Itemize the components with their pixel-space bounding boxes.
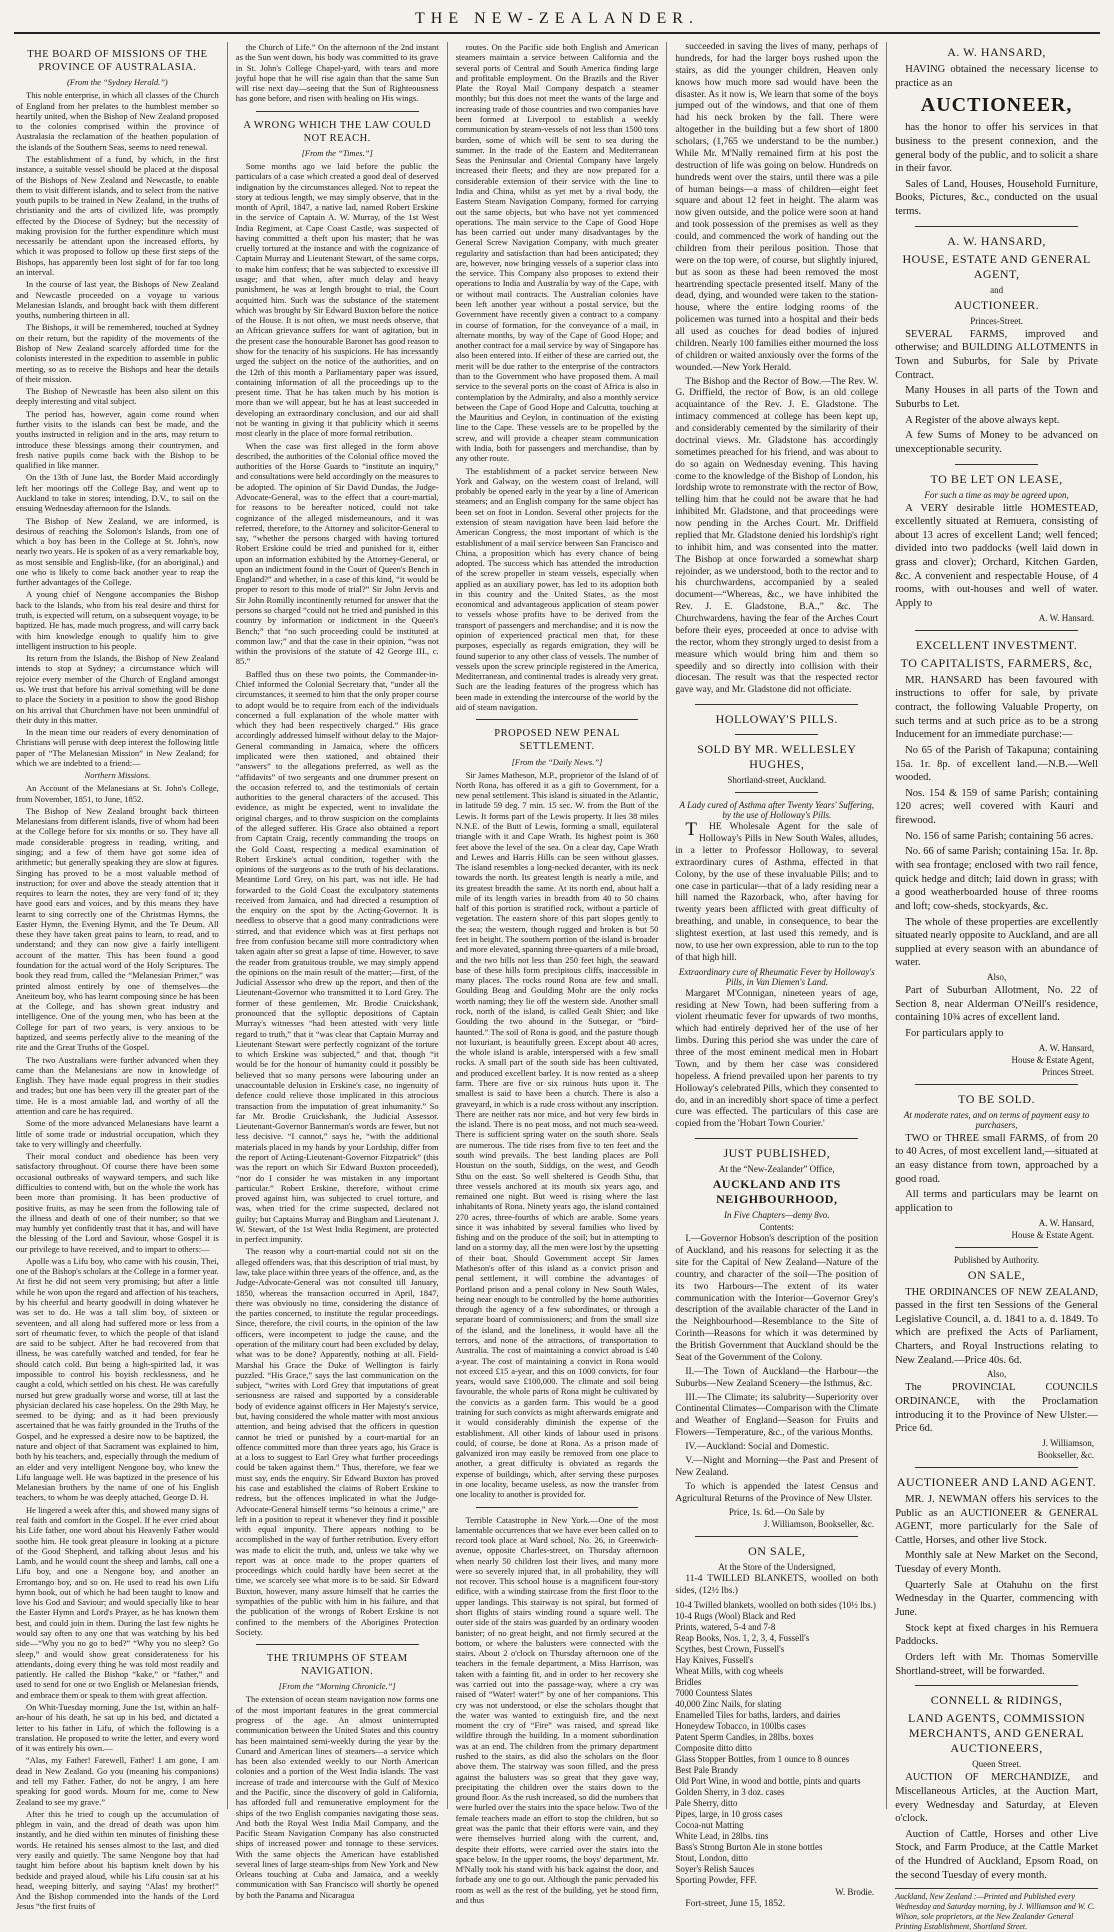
body-paragraph: Terrible Catastrophe in New York.—One of the most lamentable occurrences that we have ever been called on to record took place at Ward school, No. 26, in Greenwich-avenue, opposite Charles-street, on Thursday afternoon when nearly 50 children lost their lives, and many more were so severely injured that, in all probability, they will not recover. This school house is a magnificent four-story edifice, with a winding staircase from the first floor to the upper landings. This stairway is not spiral, but formed of short flights of stairs winding round a square well. The outer side of the stairs was guarded by an ordinary wooden banister; of no great height, and not firmly secured at the bottom, or where the balusters were connected with the stairs. About 2 o'clock on Thursday afternoon one of the teachers in the female department, a Miss Harrison, was taken with a fainting fit, and in order to her recovery she was carried out into the passage-way, where a cry was raised of “Water! water!” by one of her companions. This cry was not understood, or else the scholars thought that the water was wanted to extinguish fire, and the next moment the cry of “Fire” was raised, and spread like wildfire through the building. In a moment subordination was at an end. The children from the primary department rushed to the stairs, as did also the scholars on the floor above them. The stairway was soon filled, and the press against the balusters was so great that they gave way, precipitating the children over the stairs down to the ground floor. As the rush increased, so did the numbers that were hurled over the stairs into the space below. Two of the female teachers made an effort to stop the children, but so great was the panic that their efforts were vain, and they were themselves hurried along with the current, and, despite their efforts, were carried over the stairs into the space below. In the upper rooms, the boys' department, Mr. M'Nally took his stand with his back against the door, and forbade any one to go out. Although the panic pervaded his room as well as the rest of the building, yet he stood firm, and thus xyxy=(455,1514,659,1905)
list-item: Glass Stopper Bottles, from 1 ounce to 8 ounces xyxy=(675,1754,850,1765)
printer-imprint: Auckland, New Zealand :—Printed and Published every Wednesday and Saturday morning, by J. Williamson and W. C. Wilson, sole proprietors, at the New Zealander General Printing Establishment, Shortland Street. xyxy=(895,1888,1098,1932)
body-paragraph: IV.—Auckland: Social and Domestic. xyxy=(685,1442,830,1452)
list-item: Old Port Wine, in wood and bottle, pints and quarts xyxy=(675,1776,861,1787)
body-paragraph: The period has, however, again come round when further visits to the islands can best be made, and the youths instructed in religion and in the arts, may return to introduce these blessings among their countrymen, and fresh native pupils come back with the Bishop to be qualified in like manner. xyxy=(16,408,219,471)
ad-heading: ON SALE, xyxy=(967,1267,1026,1282)
column-4 xyxy=(666,42,886,1910)
body-paragraph: AUCTION OF MERCHANDIZE, and Miscellaneous Articles, at the Auction Mart, every Wednesday and Saturday, at Eleven o'clock. xyxy=(895,1772,1098,1825)
body-paragraph: To which is appended the latest Census and Agricultural Returns of the Province of New Ulster. xyxy=(675,1481,879,1504)
divider-rule xyxy=(955,1247,1038,1248)
ad-display-heading: AUCTIONEER, xyxy=(920,94,1073,117)
body-paragraph: Fort-street, June 15, 1852. xyxy=(685,1899,786,1910)
list-item: Prints, watered, 5-4 and 7-8 xyxy=(675,1622,776,1633)
divider-rule xyxy=(256,1644,419,1645)
body-paragraph: A young chief of Nengone accompanies the Bishop back to the Islands, who from his real desire and thirst for truth, is expected will return, on a subsequent voyage, to be baptized. He has, made much progress, and will carry back with him knowledge enough to qualify him to give intelligent instruction to his people. xyxy=(16,589,219,651)
body-paragraph: The Bishop of New Zealand, we are informed, is desirous of reaching the Solomon's Islands, from one of which a boy has been in the College at St. John's, now nearly two years. He is spoken of as a very remarkable boy, as most sensible and English-like, (for an aboriginal,) and one who is likely to come back another year to reap the further advantages of the College. xyxy=(16,515,219,588)
body-paragraph: After this he tried to cough up the accumulation of phlegm in vain, and the dread of death was upon him instantly, and he died within ten minutes of finishing these words. He retained his senses almost to the last, and died very easily and quietly. The same Nengone boy that had taught him before about his baptism knelt down by his bedside and prayed aloud, while his Lifu cousin sat at his head, weeping bitterly, and saying “Alas! my brother!” And the Bishop commended into the hands of the Lord Jesus “the first fruits of xyxy=(16,1808,219,1912)
body-paragraph: A Register of the above always kept. xyxy=(905,414,1060,426)
body-paragraph: Stock kept at fixed charges in his Remuera Paddocks. xyxy=(895,1622,1098,1648)
ad-heading: AUCKLAND AND ITS NEIGHBOURHOOD, xyxy=(712,1177,841,1207)
body-paragraph: Sir James Matheson, M.P., proprietor of the Island of of North Rona, has offered it as a gift to Government, for a new penal settlement. This island is situated in the Atlantic, in latitude 59 deg. 7 min. 15 sec. W. from the Butt of the Lewis. It forms part of the Lewis property. It lies 38 miles N.N.E. of the Butt of Lewis, forming a small, equilateral triangle with it and Cape Wrath. Its highest point is 360 feet above the level of the sea. On a clear day, Cape Wrath and Lewes and Harris Hills can be seen without glasses. The island resembles a long-necked decanter, with its neck towards the north. Its greatest length is nearly a mile, and its greatest breadth the same. At its north end, about half a mile of its length varies in breadth from 40 to 50 chains half of this portion is stratified rock, without a particle of vegetation. The eastern shore of this part slopes gently to the sea; the western, though rugged and broken is but 50 feet in height. The southern portion of the island is broader and more elevated, spanning three-quarters of a mile broad, and the two hills not less than 250 feet high, the seaward base of these hills form precipitous cliffs, inaccessible in many places. The rocks round Rona are few and small. Goulding Beag and Goulding Mohr are the only rocks worth naming; they lie off the western side. Another small rock, north of the island, is called Gealt Shier; and like Goulding the two abound in the Sutsegar, or “bird-haunted.” The soil of Rona is good, and the pasture though not luxuriant, is beautifully green. Except about 40 acres, the whole island is arable, interspersed with a few small rocks. A small part of the south side has been cultivated, and produced excellent barley. It is now rented as a sheep farm. There are five or six ruinous huts upon it. The smallest is said to have been a church. There is also a graveyard, in which is a rude cross without any inscription. There are neither rats nor mice, and but very few birds in the island. There is no peat moss, and not much sea-weed. There is sufficient spring water on the south shore. Seals are numerous. The tide rises from five to ten feet and the south wind prevails. The best landing places are Poll Houstun on the south, Siddigs, on the west, and Geodh Sthu on the east. So well sheltered is Geodh Sthu, that three vessels anchored at its mouth six years ago, and remained one night. But weed is rising where the last inhabitants of Rona. Ninety years ago, the island contained 270 acres, three-fourths of which are arable. Some years since it was inhabited by several families who lived by fishing and on the produce of the soil; but in attempting to land on a stormy day, all the men were lost by the upsetting of their boat. Should Government accept Sir James Matheson's offer of this island as a convict prison and penal settlement, it will combine the advantages of Portland prison and a penal colony in New South Wales, being near enough to be controlled by the home authorities through the agency of a few subordinates, or through a separate board of commissioners; and from the small size of the island, and the loneliness, it would have all the terrors, and none of the attractions, of transportation to Australia. The cost of maintaining a convict abroad is £40 a-year. The cost of maintaining a convict in Rona would not exceed £15 a-year, and this on 1000 convicts, for four years, would save £100,000. The climate and soil being favourable, the whole parts of Rona might be cultivated by the convicts as a garden farm. This would be a good training for such convicts as might afterwards emigrate and it would considerably diminish the expense of the establishment. All other kinds of labour used in prisons could, of course, be done at Rona. As a prison made of galvanized iron may easily be removed from one place to another, a great difficulty is obviated as regards the expense of buildings, which, after serving these purposes in one locality, became useless, as now the transfer from one locality to another is provided for. xyxy=(455,769,659,1500)
signature-line: House & Estate Agent. xyxy=(1011,1229,1094,1240)
list-item: Pipes, large, in 10 gross cases xyxy=(675,1809,783,1820)
list-item: Enamelled Tiles for baths, larders, and dairies xyxy=(675,1710,841,1721)
signature-line: A. W. Hansard, xyxy=(1038,1042,1094,1053)
body-paragraph: Sales of Land, Houses, Household Furniture, Books, Pictures, &c., conducted on the usual terms. xyxy=(895,178,1098,218)
body-paragraph: All terms and particulars may be learnt on application to xyxy=(895,1189,1098,1214)
list-item: 10-4 Rugs (Wool) Black and Red xyxy=(675,1611,796,1622)
article-headline: THE BOARD OF MISSIONS OF THE PROVINCE OF AUSTRALASIA. xyxy=(27,49,208,74)
list-item: White Lead, in 28lbs. tins xyxy=(675,1831,769,1842)
body-paragraph: The two Australians were further advanced when they came than the Melanesians are now in knowledge of English. They have made equal progress in their studies and trades; but one has been very ill the greater part of the time. He is a most amiable lad, and worthy of all the attention and care he has required. xyxy=(16,1054,219,1116)
ad-heading: AUCTIONEER. xyxy=(954,297,1040,312)
list-item: Wheat Mills, with cog wheels xyxy=(675,1666,784,1677)
body-paragraph: Many Houses in all parts of the Town and Suburbs to Let. xyxy=(895,385,1098,410)
body-paragraph: The Bishop of New Zealand brought back thirteen Melanesians from different islands, five of whom had been at the College before for six months or so. They have all made considerable progress in reading, writing, and singing; and a few of them have got some idea of arithmetic; but generally speaking they are slow at figures. Singing has proved to be a most valuable method of instruction; for over and above the steady attention that it requires to learn the notes, they are very fond of it; they have good ears and voices, and by this means they have learnt to sing correctly one of the Christmas Hymns, the Easter Hymn, the Evening Hymn, and the Te Deum. All these they have taken great pains to learn, to read, and to understand; and they can now give a fairly intelligent account of the matter. This has been found a good foundation for the actual word of the Holy Scriptures. The book they read from, called the “Melanesian Primer,” was printed almost entirely by one of themselves—the Aneiteum boy, who has learnt composing since he has been at the College, and has shown great industry and intelligence. One of the young men, who has been at the College for part of two years, is very anxious to be baptized, and seems perfectly alive to the meaning of the rite and the Great Truths of the Gospel. xyxy=(16,805,219,1053)
body-paragraph: The PROVINCIAL COUNCILS ORDINANCE, with the Proclamation introducing it to the Province of New Ulster.—Price 6d. xyxy=(895,1382,1098,1435)
divider-rule xyxy=(695,704,858,705)
list-item: Golden Sherry, in 3 doz. cases xyxy=(675,1787,785,1798)
body-paragraph: The establishment of a fund, by which, in the first instance, a suitable vessel should be placed at the disposal of the Bishops of New Zealand and Newcastle, to enable them to visit different islands, and to select from the native youth pupils to be trained in New Zealand, in the truths of christianity and the arts of civilized life, was promptly effected by the Diocese of Sydney; but the necessity of making provision for the further expenditure which must necessarily be attendant upon the increased efforts, by which it was proposed to follow up these first steps of the Bishops, has apparently been lost sight of for far too long an interval. xyxy=(16,153,219,278)
body-paragraph: This noble enterprise, in which all classes of the Church of England from her prelates to the humblest member so heartily united, when the Bishop of New Zealand proposed to the colonies comprised within the province of Australasia the reclamation of the heathen population of the islands of the Southern Seas, seems to need renewal. xyxy=(16,90,219,152)
divider-rule xyxy=(695,1536,858,1537)
body-paragraph: Orders left with Mr. Thomas Somerville Shortland-street, will be forwarded. xyxy=(895,1651,1098,1677)
body-paragraph: Baffled thus on these two points, the Commander-in-Chief informed the Colonial Secretary that, “under all the circumstances, it seemed to him that the only proper course to adopt would be to require from each of the individuals concerned a full explanation of the whole matter with which they had been respectively charged.” His grace accordingly addressed himself without delay to the Major-General commanding in Jamaica, where the officers implicated were then stationed, and obtained their “answers” to the allegations preferred, as well as the “affidavits” of two sergeants and one drummer present on the occasion referred to, and the testimonials of certain authorities to the general characters of the accused. This evidence, as might be expected, went to invalidate the original charges, and to throw suspicion on the complaints of the alleged sufferer. His Grace also obtained a report from Captain Craig, recently commanding the troops on the Gold Coast, respecting a medical examination of Robert Erskine's actual condition, together with the opinions of the surgeons as to the truth of his declarations. Meantime Lord Grey, on his part, was not idle. He had forwarded to the Gold Coast the exculpatory statements received from Jamaica, and had directed a resumption of the enquiry on the spot by the Acting-Governor. It is needless to observe that a good many contradictions were stirred, and that evidence which was at first perhaps not free from confusion became still more contradictory when taken again after so great a lapse of time. However, to save the reader from gratuitous trouble, we may simply append the opinions on the main result of the matter;—first, of the Judicial Assessor who drew up the report, and then of the Lieutenant-Governor who transmitted it to Lord Grey. The former of these gentlemen, Mr. Brodie Cruickshank, pronounced that the sylloptic depositions of Captain Murray's witnesses “had been attested with very little regard to truth,” that it “was clear that Captain Murray and Lieutenant Stewart were perfectly cognizant of the torture to which Erskine was subjected,” and that, though “it would be for the honour of humanity could it possibly be believed that so many persons were labouring under an unaccountable delusion in Erskine's case, no ingenuity of defence could relieve those implicated in this atrocious transaction from the imputation of great inhumanity.” So far Mr. Brodie Cruickshank, the Judicial Assessor. Lieutenant-Governor Bannerman's words are fewer, but not less decisive. “I cannot,” says he, “with the additional materials placed in my hands by your Lordship, differ from the report of Acting-Lieutenant-Governor Fitzpatrick” (this was the report on which Sir Edward Buxton proceeded), “nor do I consider he was mistaken in any important particular.” Robert Erskine, therefore, without crime proved against him, was subjected to cruel torture, and was, when tried for the crime suspected, declared not guilty; but Captains Murray and Bingham and Lieutenant J. W. Stewart, of the 1st West India Regiment, are protected in perfect impunity. xyxy=(235,668,439,1245)
body-paragraph: routes. On the Pacific side both English and American steamers maintain a service between California and the several ports of Central and South America finding large and profitable employment. On the Brazils and the River Plate the Royal Mail Company despatch a steamer monthly; but this does not meet the wants of the large and increasing trade of those countries and two companies have been formed at Liverpool to establish a weekly communication by steam-vessels of not less than 1500 tons burden, some of which will be sent to sea during the summer. In the trade of the Eastern and Mediterranean Seas the Peninsular and Oriental Company have largely increased their fleets; and they are now prepared for a considerable extension of their service with the line to India and China, whilst as yet met by a rival body, the Eastern Steam Navigation Company, formed for carrying out the same objects, but who have not yet commenced operations. The main service to the Cape of Good Hope has been carried out under many disadvantages by the General Screw Navigation Company, with much greater regularity and satisfaction than had been anticipated; they are, however, now bringing vessels of a superior class into the service. This Company also proposes to extend their operations to India and Australia by way of the Cape, with or without mail contracts. The Australian colonies have been left another year without a postal service, but the Government have recently given a contract to a company in course of formation, for the conveyance of a mail, in alternate months, by way of the Cape of Good Hope; and another contract for a mail service by way of Singapore has also been entered into. If either of these are carried out, the merit will be due rather to the enterprise of the contractors than to the Government who have proposed them. A mail service to the several ports on the coast of Africa is also in contemplation by the Admiralty, and also a monthly service between the Cape of Good Hope and Calcutta, touching at the Mauritius and Ceylon, in continuation of the existing line to the Cape. These vessels are to be propelled by the screw, and will provide a cheaper steam communication with India, both for passengers and merchandise, than by any other route. xyxy=(455,42,659,464)
centered-line: Price, 1s. 6d.—On Sale by xyxy=(728,1507,825,1518)
body-paragraph: 11-4 TWILLED BLANKETS, woolled on both sides, (12½ lbs.) xyxy=(675,1574,879,1597)
article-headline: PROPOSED NEW PENAL SETTLEMENT. xyxy=(494,728,620,753)
column-5 xyxy=(886,42,1100,1932)
centered-line: and xyxy=(990,284,1004,295)
body-paragraph: MR. HANSARD has been favoured with instructions to offer for sale, by private contract, the following Valuable Property, on such terms and at such price as to be a strong Inducement for an immediate purchase:— xyxy=(895,674,1098,741)
body-paragraph: Margaret M'Connigan, nineteen years of age, residing at New Town, had been suffering from a violent rheumatic fever for upwards of two months, which had entirely deprived her of the use of her limbs. During this period she was under the care of three of the most eminent medical men in Hobart Town, and by them her case was considered hopeless. A friend prevailed upon her parents to try Holloway's celebrated Pills, which they consented to do, and in an incredibly short space of time a perfect cure was effected. The particulars of this case are copied from the 'Hobart Town Courier.' xyxy=(675,988,879,1130)
centered-line: Extraordinary cure of Rheumatic Fever by Holloway's Pills, in Van Diemen's Land. xyxy=(678,966,875,987)
list-item: Best Pale Brandy xyxy=(675,1765,738,1776)
centered-line: At the “New-Zealander” Office, xyxy=(718,1164,835,1175)
divider-rule xyxy=(476,719,639,720)
ad-heading: HOLLOWAY'S PILLS. xyxy=(715,712,838,727)
article-headline: A WRONG WHICH THE LAW COULD NOT REACH. xyxy=(243,119,432,144)
divider-rule xyxy=(915,630,1078,631)
ad-heading: ON SALE, xyxy=(748,1544,806,1559)
body-paragraph: A VERY desirable little HOMESTEAD, excellently situated at Remuera, consisting of about 13 acres of excellent Land; well fenced; divided into two paddocks (well laid down in grass and clover); Orchard, Kitchen Garden, &c. A convenient and respectable House, of 4 rooms, with out-houses and well of water. Apply to xyxy=(895,502,1098,610)
list-item: Hay Knives, Fussell's xyxy=(675,1655,754,1666)
article-source: Northern Missions. xyxy=(84,770,151,781)
ad-heading: TO BE LET ON LEASE, xyxy=(930,471,1063,486)
ad-heading: EXCELLENT INVESTMENT. xyxy=(915,637,1078,652)
divider-rule xyxy=(915,226,1078,227)
list-item: Sporting Powder, FFF. xyxy=(675,1875,757,1886)
centered-line: Shortland-street, Auckland. xyxy=(727,775,827,786)
ad-heading: TO CAPITALISTS, FARMERS, &c, xyxy=(900,655,1093,670)
signature-line: A. W. Hansard, xyxy=(1038,1217,1094,1228)
masthead: THE NEW-ZEALANDER. xyxy=(14,6,1100,34)
body-paragraph: Quarterly Sale at Otahuhu on the first Wednesday in the Quarter, commencing with June. xyxy=(895,1579,1098,1619)
body-paragraph: the Church of Life.” On the afternoon of the 2nd instant as the Sun went down, his body was committed to its grave in St. John's College Chapel-yard, with tears and more joyful hope that he will rise again than that the same Sun will rise next day—seeing that the Sun of Righteousness has gone before, and risen with healing on His wings. xyxy=(235,42,439,104)
divider-rule xyxy=(955,464,1038,465)
body-paragraph: MR. J. NEWMAN offers his services to the Public as an AUCTIONEER & GENERAL AGENT, more particularly for the Sale of Cattle, Horses, and other live Stock. xyxy=(895,1493,1098,1546)
body-paragraph: Part of Suburban Allotment, No. 22 of Section 8, near Alderman O'Neill's residence, containing 10¾ acres of excellent land. xyxy=(895,985,1098,1024)
signature-line: Bookseller, &c. xyxy=(1037,1449,1094,1460)
divider-rule xyxy=(915,1685,1078,1686)
ad-heading: JUST PUBLISHED, xyxy=(723,1146,831,1161)
body-paragraph: “Alas, my Father! Farewell, Father! I am gone, I am dead in New Zealand. Go you (meaning his companions) and tell my Father. Father, do not be angry, I am here speaking for good words. Mourn for me, come to New Zealand to see my grave.” xyxy=(16,1755,219,1807)
divider-rule xyxy=(735,734,818,735)
body-paragraph: On the 13th of June last, the Border Maid accordingly left her moorings off the College Bay, and went up to Auckland to take in stores; intending, D.V., to sail on the ensuing Wednesday afternoon for the Islands. xyxy=(16,472,219,514)
article-source: [From the “Times.”] xyxy=(301,147,373,158)
divider-rule xyxy=(476,1507,639,1508)
body-paragraph: The Bishop of Newcastle has been also silent on this deeply interesting and vital subject. xyxy=(16,386,219,407)
body-paragraph: He lingered a week after this, and showed many signs of real faith and comfort in the Gospel. If he ever cried about his Life father, one word about his Heavenly Father would soothe him. He took great pleasure in looking at a picture of the Good Shepherd, and talking about Jesus and his Lamb, and he would count the sheep and lambs, call one a Lifu boy, and one a Nengone boy, and another an Erromango boy, and so on. He used to read his own Lifu hymn book, out of which he had been taught to know and love his God and Saviour; and would specially like to hear the Easter Hymn and Lord's Prayer, as he has known them best, and could join in them. During the last few nights he would say often to any one that was watching by his bed side—“Why you no go to bed?” “Why you no sleep? Go sleep,” and would show great considerateness for his attendants, doing every thing he was told most readily and patiently. He called the Bishop “kake,” or “father,” and used to send for one or two English or Melanesian friends, and embrace them or speak to them with great affection. xyxy=(16,1504,219,1700)
list-item: Scythes, best Crown, Fussell's xyxy=(675,1644,785,1655)
list-item: Bridles xyxy=(675,1677,702,1688)
list-item: Soyer's Relish Sauces xyxy=(675,1864,755,1875)
signature-line: A. W. Hansard. xyxy=(1038,612,1094,623)
signature-line: W. Brodie. xyxy=(835,1887,875,1898)
body-paragraph: The establishment of a packet service between New York and Galway, on the western coast of Ireland, will probably be opened early in the year by a line of American steamers; and an English company for the same object has been set on foot in London. Several other projects for the extension of steam navigation have been laid before the American Congress, the most important of which is the establishment of a mail service between San Francisco and China, a proposition which has every chance of being adopted. The success which has attended the introduction of the screw propeller in steam vessels, especially when applied as an auxiliary power, has led to its adoption both in this country and the United States, as the most economical and advantageous application of steam power to vessels whose profits have to be derived from the transport of passengers and merchandise; and it is now the opinion of experienced practical men that, for these purposes, especially as regards emigration, they will be found superior to any other class of vessels. The number of vessels upon the screw principle registered in the America, Mediterranean, and continental trades is already very great. Such are the leading features of the progress which has been made in extending the intercourse of the world by the aid of steam navigation. xyxy=(455,465,659,712)
divider-rule xyxy=(695,1138,858,1139)
body-paragraph: Their moral conduct and obedience has been very satisfactory throughout. Of course there have been some occasional outbreaks of wayward tempers, and such like difficulties to contend with, but on the whole the work has been more than promising. It has been productive of positive fruits, as may be seen from the following tale of the illness and death of one of their number; so that we may humbly yet confidently trust that it has, and will have the blessing of the Lord and Saviour, whose Gospel it is our privilege to have received, and to impart to others:— xyxy=(16,1151,219,1254)
signature-line: J. Williamson, Bookseller, &c. xyxy=(763,1519,875,1530)
body-paragraph: No. 66 of same Parish; containing 15a. 1r. 8p. with sea frontage; enclosed with two rail fence, quick hedge and ditch; laid down in grass; with a good weatherboarded house of three rooms and loft; cow-sheds, stockyards, &c. xyxy=(895,846,1098,912)
ad-heading: A. W. HANSARD, xyxy=(947,233,1046,248)
column-2 xyxy=(227,42,447,1900)
divider-rule xyxy=(915,1084,1078,1085)
list-item: Patent Sperm Candles, in 28lbs. boxes xyxy=(675,1732,814,1743)
body-paragraph: Some of the more advanced Melanesians have learnt a little of some trade or industrial occupation, which they take to very willingly and cheerfully. xyxy=(16,1118,219,1149)
body-paragraph: When the case was first alleged in the form above described, the authorities of the Colonial office moved the authorities of the Horse Guards to “institute an inquiry,” and consultations were held accordingly on the measures to be adopted. The opinion of Sir David Dundas, the Judge-Advocate-General, was to the effect that a court-martial, for reasons to be hereafter noticed, could not take cognizance of the alleged misdemeanours, and it was referred, therefore, to the Attorney and solicitor-General to say, “whether the persons charged with having tortured Robert Erskine could be tried and punished for it, either upon an information exhibited by the Attorney-General, or upon an indictment found in the Court of Queen's Bench in England?” and whether, in a case of this kind, “it would be proper to resort to this mode of trial?” Sir John Jervis and Sir John Romilly incontinently returned for answer that the persons so charged “could not be tried and punished in this country by information or indictment in the Queen's Bench;” that “no such proceeding could be instituted at common law;” and that the case in their opinion, “was not within the provisions of the statute of 42 George III., c. 85.” xyxy=(235,440,439,667)
body-paragraph: I.—Governor Hobson's description of the position of Auckland, and his reasons for selecting it as the site for the Capital of New Zealand—Nature of the country, and character of the soil—The position of its two Harbours—The extent of its water communication with the Interior—Governor Grey's description of the available character of the Land in the Neighbourhood—Resemblance to the Site of Corinth—Reasons for which it was determined by the British Government that Auckland should be the Seat of the Government of the Colony. xyxy=(675,1234,879,1363)
body-paragraph: The Bishops, it will be remembered, touched at Sydney on their return, but the rapidity of the movements of the Bishop of New Zealand scarcely afforded time for the colonists interested in the expedition to assemble in public meeting, so as to receive the Bishops and hear the details of their mission. xyxy=(16,322,219,384)
list-item: Cocoa-nut Matting xyxy=(675,1820,744,1831)
body-paragraph: has the honor to offer his services in that business to the present connexion, and the general body of the public, and to solicit a share in their favor. xyxy=(895,122,1098,175)
body-paragraph: III.—The Climate; its salubrity—Superiority over Continental Climates—Comparison with the Climate and Weather of England—Season for Fruits and Flowers—Temperature, &c., of the various Months. xyxy=(675,1392,879,1439)
ad-heading: SOLD BY MR. WELLESLEY HUGHES, xyxy=(697,742,857,772)
body-paragraph: Some months ago we laid before the public the particulars of a case which created a good deal of deserved indignation by the circumstances alleged. Not to repeat the story at tedious length, we may simply observe, that in the month of April, 1847, a native lad, named Robert Erskine in the service of Captain A. W. Murray, of the 1st West India Regiment, at Cape Coast Castle, was suspected of having committed a theft upon his master; that he was cruelly tortured at the instance and with the cognizance of Captain Murray and Lieutenant Stewart, of the same corps, to make him confess; that he was subjected to excessive ill usage; and that when, after much delay and heavy punishment, he was at length brought to trial, the Court acquitted him. Such was the substance of the statement which was brought by Sir Edward Buxton before the notice of the House. It is not often, we must needs observe, that an African grievance suffers for want of agitation, but in the present case the honourable Baronet has good reason to show for the tenacity of his suspicions. He has incessantly urged the subject on the notice of the authorities, and on the 12th of this month a Parliamentary paper was issued, containing information of all the proceedings up to the present time. That he has taken much by his motion is more than we will appear, but he has at least succeeded in developing an extraordinary conclusion, and our aid shall not be wanting in giving it that publicity which it seems most clearly in the place of more formal retribution. xyxy=(235,160,439,439)
body-paragraph: The reason why a court-martial could not sit on the alleged offenders was, that this description of trial must, by law, take place within three years of the offence, and, as the Judge-Advocate-General was not consulted till January, 1850, whereas the transaction occurred in April, 1847, there was obviously no time, considering the distance of the parties concerned, to institute the regular proceedings. Since, therefore, the civil courts, in the opinion of the law officers, were incompetent to judge the cause, and the operation of the military court had been excluded by delay, what was to be done? Apparently, nothing at all. Field-Marshal his Grace the Duke of Wellington is fairly puzzled. “His Grace,” says the last communication on the subject, “writes with Lord Grey that imputations of great seriousness are raised and supported by a considerable body of evidence against officers in Her Majesty's service, but, having considered the whole matter with most anxious attention, and being advised that the officers in question cannot be tried or punished by a court-martial for an offence committed more than three years ago, his Grace is at a loss to suggest to Earl Grey what further proceedings could be taken against them.” Thus, therefore, we fear we must say, ends the enquiry. Sir Edward Buxton has proved his case and established the claims of Robert Erskine to redress, but the offences implicated in what the Judge-Advocate-General himself terms “so heinous a crime,” are left in a position to repeat it whenever they find it possible with equal impunity. There appears nothing to be accomplished in the way of further retribution. Every effort was made to elicit the truth, and, unless we take why we report was at once made to the proper quarters of proceedings which could hardly have been secret at the time, we scarcely see what more is to be said. Sir Edward Buxton, however, many assure himself that he carries the sympathies of the public with him in his failure, and that the publication of the wrongs of Robert Erskine is not confined to the members of the Aborigines Protection Society. xyxy=(235,1246,439,1637)
ad-heading: CONNELL & RIDINGS, xyxy=(930,1693,1063,1708)
body-paragraph: No. 156 of same Parish; containing 56 acres. xyxy=(905,830,1094,842)
signature-line: J. Williamson, xyxy=(1042,1437,1094,1448)
centered-line: Queen Street. xyxy=(972,1759,1022,1770)
ad-heading: AUCTIONEER AND LAND AGENT. xyxy=(896,1474,1097,1489)
body-paragraph: Monthly sale at New Market on the Second, Tuesday of every Month. xyxy=(895,1550,1098,1576)
centered-line: Princes-Street. xyxy=(970,315,1023,326)
body-paragraph: Nos. 154 & 159 of same Parish; containing 120 acres; well covered with Kauri and firewood. xyxy=(895,787,1098,827)
column-3 xyxy=(447,42,667,1905)
body-paragraph: SEVERAL FARMS, improved and otherwise; and BUILDING ALLOTMENTS in Town and Suburbs, for Sale by Private Contract. xyxy=(895,328,1098,381)
divider-rule xyxy=(735,792,818,793)
signature-line: House & Estate Agent, xyxy=(1011,1054,1094,1065)
article-source: [From the “Daily News.”] xyxy=(511,756,603,767)
ad-heading: LAND AGENTS, COMMISSION MERCHANTS, AND GENERAL AUCTIONEERS, xyxy=(907,1711,1086,1756)
body-paragraph: Auction of Cattle, Horses and other Live Stock, and Farm Produce, at the Cattle Market of the Hundred of Auckland, Epsom Road, on the second Tuesday of every month. xyxy=(895,1828,1098,1881)
body-paragraph: II.—The Town of Auckland—the Harbour—the Suburbs—New Zealand Scenery—the Isthmus, &c. xyxy=(675,1366,879,1389)
list-item: Bass's Strong Burton Ale in stone bottles xyxy=(675,1842,823,1853)
centered-line: At the Store of the Undersigned, xyxy=(718,1562,836,1573)
centered-line: Contents: xyxy=(759,1222,795,1233)
centered-line: A Lady cured of Asthma after Twenty Years' Suffering, by the use of Holloway's Pills. xyxy=(679,800,875,821)
ad-heading: TO BE SOLD. xyxy=(958,1091,1036,1106)
body-paragraph: V.—Night and Morning—the Past and Present of New Zealand. xyxy=(675,1455,879,1478)
signature-line: Princes Street. xyxy=(1041,1066,1094,1077)
list-item: 40,000 Zinc Nails, for slating xyxy=(675,1699,782,1710)
columns xyxy=(14,42,1100,1932)
centered-line: Also, xyxy=(986,972,1007,983)
body-paragraph: In the course of last year, the Bishops of New Zealand and Newcastle proceeded on a voyage to various Melanesian Islands, and brought back with them different youths, numbering thirteen in all. xyxy=(16,279,219,321)
body-paragraph: THE Wholesale Agent for the sale of Holloway's Pills in New South Wales, alludes, in a letter to Professor Holloway, to several extraordinary cures of Asthma, effected in that Colony, by the use of these invaluable Pills; and to one case in particular—that of a lady residing near a hill named the Razorback, who, after having for twenty years been afflicted with great difficulty of breathing, and unable, in consequence, to bear the slightest exertion, at last used this remedy, and is now, to use her own expression, able to run to the top of that high hill. xyxy=(675,819,879,963)
centered-line: Also, xyxy=(986,1369,1007,1380)
list-item: 7000 Countess Slates xyxy=(675,1688,753,1699)
body-paragraph: The extension of ocean steam navigation now forms one of the most important features in the great commercial progress of the age. An almost uninterrupted communication between the United States and this country has been maintained semi-weekly during the year by the Cunard and American lines of steamers—a service which has been also extended weekly to our North American colonies and a portion of the West India islands. The vast increase of trade and intercourse with the Gulf of Mexico and the Pacific, since the discovery of gold in California, has afforded full and remunerative employment for the ships of the two English companies navigating those seas. And both the Royal West India Mail Company, and the Pacific Steam Navigation Company has also constructed ships of increased power and tonnage to these services. With the same objects the American have established several lines of large steam-ships from New York and New Orleans touching at Cuba and Jamaica, and a weekly communication with San Francisco will shortly be opened by both the Panama and Nicaragua xyxy=(235,1694,439,1900)
list-item: Composite ditto ditto xyxy=(675,1743,752,1754)
body-paragraph: Its return from the Islands, the Bishop of New Zealand intends to stop at Sydney; a circumstance which will rejoice every member of the Church of England amongst us. We trust that before his arrival something will be done to place the Society in a position to show the good Bishop on his arrival that Churchmen have not been unmindful of their duty in this matter. xyxy=(16,653,219,725)
list-item: 10-4 Twilled blankets, woolled on both sides (10½ lbs.) xyxy=(675,1600,876,1611)
divider-rule xyxy=(915,1467,1078,1468)
centered-line: In Five Chapters—demy 8vo. xyxy=(724,1210,830,1221)
centered-line: For such a time as may be agreed upon, xyxy=(924,489,1069,500)
body-paragraph: No 65 of the Parish of Takapuna; containing 15a. 1r. 8p. of excellent land.—N.B.—Well wooded. xyxy=(895,744,1098,784)
body-paragraph: TWO or THREE small FARMS, of from 20 to 40 Acres, of most excellent land,—situated at an easy distance from town, approached by a good road. xyxy=(895,1132,1098,1185)
list-item: Pale Sherry, ditto xyxy=(675,1798,738,1809)
list-item: Reap Books, Nos. 1, 2, 3, 4, Fussell's xyxy=(675,1633,810,1644)
body-paragraph: THE ORDINANCES OF NEW ZEALAND, passed in the first ten Sessions of the General Legislative Council, a. d. 1841 to a. d. 1849. To which are prefixed the Acts of Parliament, Charters, and Royal Instructions relating to New Zealand.—Price 40s. 6d. xyxy=(895,1286,1098,1366)
list-item: Stout, London, ditto xyxy=(675,1853,748,1864)
body-paragraph: In the mean time our readers of every denomination of Christians will peruse with deep interest the following little paper of “The Melanesian Mission” in New Zealand; for which we are indebted to a friend:— xyxy=(16,727,219,768)
divider-rule xyxy=(256,111,419,112)
ad-heading: A. W. HANSARD, xyxy=(947,45,1046,59)
article-source: (From the “Sydney Herald.”) xyxy=(67,77,168,88)
body-paragraph: Apolle was a Lifu boy, who came with his cousin, Thei, one of the Bishop's scholars at the College in a former year. At first he did not seem very promising; but after a little while he won upon the regard and affection of his teachers, by his cheerful and hearty goodwill in doing whatever he was set to do. He was a tall slim boy, of sixteen or seventeen, and all along had suffered more or less from a sort of rheumatic fever, to which the people of that island are said to be subject. After he had recovered from that illness, he was carefully watched and tended, for fear he should catch cold. But being a high-spirited lad, it was impossible to control his boyish recklessness, and he caught a cold, which settled on his chest. He was carefully nursed but grew gradually worse and worse, till at last the physician declared his case hopeless. On the 29th May, he seemed to be dying; and as it had been previously ascertained that he was fairly grounded in the Truths of the Gospel, and he expressed a desire now to be baptized, the nature and object of that Sacrament was explained to him, both by his teachers, and, especially through the medium of an elder and very intelligent Nengone boy, who knew the Lifu language well. He was baptized in the presence of his Melanesian brothers by the name of one of his English teachers, to whom he was deeply attached, George D. H. xyxy=(16,1255,219,1503)
body-paragraph: On Whit-Tuesday morning, June the 1st, within an half-an-hour of his death, he sat up in his bed, and dictated a letter to his father in Lifu, of which the following is a translation. He proposed to write the letter, and every word of it was entirely his own.— xyxy=(16,1702,219,1754)
article-source: [From the “Morning Chronicle.”] xyxy=(278,1681,396,1692)
body-paragraph: succeeded in saving the lives of many, perhaps of hundreds, for had the larger boys rushed upon the stairs, as did the younger children, Heaven only knows how much more sad would have been the disaster. As it now is, We learn that some of the boys jumped out of the windows, and that one of them had his neck broken by the fall. There were altogether in the building but a few short of 1800 scholars, (1,765 we understand to be the number.) While Mr. M'Nally remained firm at his post the destruction of life was going on below. Hundreds on hundreds went over the stairs, until there was a pile of human beings—a mass of children—eight feet square and about 12 feet in height. The alarm was now given outside, and the police were soon at hand and took possession of the premises as well as they could, and commenced the work of handing out the children from their perilous position. Those that were on the top were, of course, but slightly injured, but as soon as these had been removed the most heartrending spectacle presented itself. Many of the dead, dying, and wounded were taken to the station-house, where the entire lodging rooms of the policemen was turned into a hospital and their beds all used as couches for dead bodies of injured children. Nearly 100 families either mourned the loss of children or waited anxiously over the forms of the wounded.—New York Herald. xyxy=(675,42,879,373)
body-paragraph: The Bishop and the Rector of Bow.—The Rev. W. G. Driffield, the rector of Bow, is an old college acquaintance of the Rev. J. E. Gladstone. The intimacy commenced at college has been kept up, and considerably cemented by the similarity of their doctrinal views. Mr. Gladstone has accordingly sometimes preached for his friend, and was about to do so again on Wednesday evening. This having come to the knowledge of the Bishop of London, his lordship wrote to remonstrate with the rector of Bow, telling him that he could not be aware that he had inhibited Mr. Gladstone, and that proceedings were now pending in the Arches Court. Mr. Driffield replied that Mr. Gladstone denied his lordship's right to inhibit him, and was consented into the matter. The Bishop at once forwarded a somewhat sharp rejoinder, as we understood, both to the rector and to his churchwardens, accompanied by a sealed document—“Whereas, &c., we have inhibited the Rev. J. E. Gladstone, B.A.,” &c. The Churchwardens, having the fear of the Arches Court before their eyes, proceeded at once to advise with the rector, whom they strongly urged to desist from a measure which would bring him and them so speedily and so directly into collision with their diocesan. The result was that the respected rector gave way, and Mr. Gladstone did not officiate. xyxy=(675,376,879,696)
centered-line: Published by Authority. xyxy=(954,1254,1040,1265)
article-headline: THE TRIUMPHS OF STEAM NAVIGATION. xyxy=(266,1653,408,1678)
ad-heading: HOUSE, ESTATE AND GENERAL AGENT, xyxy=(902,251,1091,281)
body-paragraph: An Account of the Melanesians at St. John's College, from November, 1851, to June, 1852. xyxy=(16,783,219,804)
body-paragraph: A few Sums of Money to be advanced on unexceptionable security. xyxy=(895,430,1098,455)
body-paragraph: For particulars apply to xyxy=(905,1028,1004,1040)
centered-line: At moderate rates, and on terms of payment easy to purchasers, xyxy=(903,1109,1090,1130)
body-paragraph: HAVING obtained the necessary license to practice as an xyxy=(895,64,1098,89)
column-1 xyxy=(14,42,227,1912)
list-item: Honeydew Tobacco, in 100lbs cases xyxy=(675,1721,806,1732)
body-paragraph: The whole of these properties are excellently situated nearly opposite to Auckland, and are all supplied at every season with an abundance of water. xyxy=(895,916,1098,969)
